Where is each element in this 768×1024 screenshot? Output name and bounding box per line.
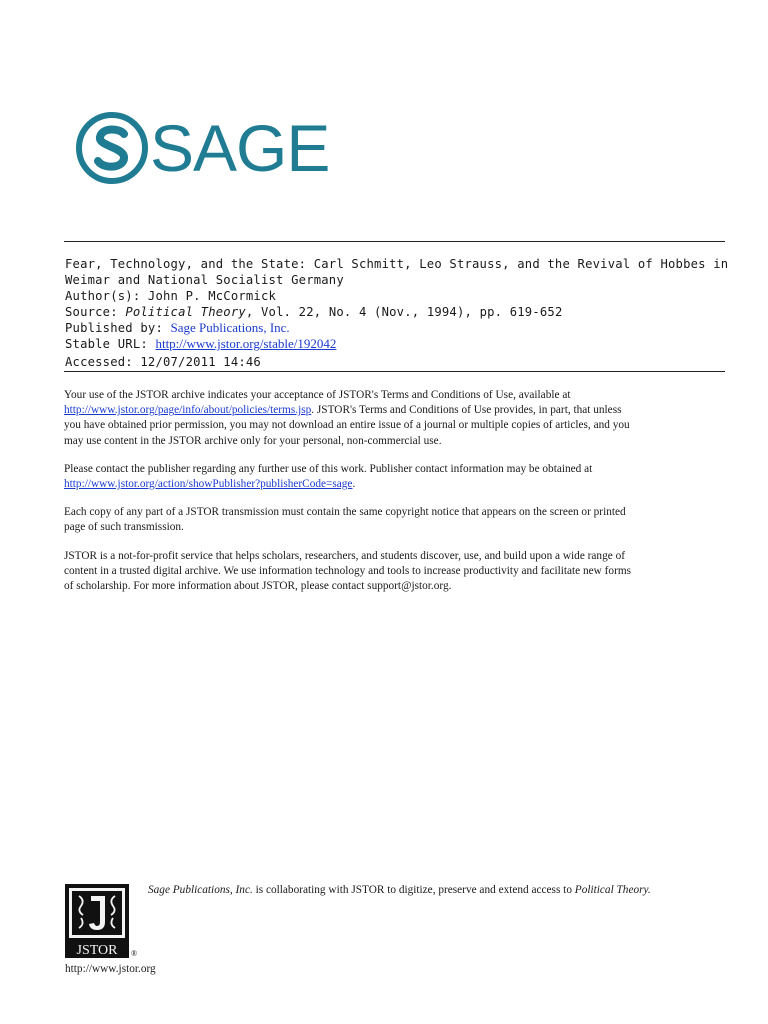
terms-paragraph: Your use of the JSTOR archive indicates your acceptance of JSTOR's Terms and Conditions of Use, available at http://www.jstor.org/page/info/about/policies/terms.jsp. JSTOR's Terms and Conditions of Use provides, in part, that unless you have obtained prior permission, you may not download an entire issue of a journal or multiple copies of articles, and you may use content in the JSTOR archive only for your personal, non-commercial use.: [64, 389, 630, 447]
bottom-divider: [64, 371, 725, 372]
source-line: Source: Political Theory, Vol. 22, No. 4 (Nov., 1994), pp. 619-652: [65, 305, 563, 319]
accessed-date: Accessed: 12/07/2011 14:46: [65, 355, 261, 369]
stable-url-line: Stable URL: http://www.jstor.org/stable/192042: [65, 336, 337, 351]
authors: Author(s): John P. McCormick: [65, 289, 277, 303]
publisher-contact-link[interactable]: http://www.jstor.org/action/showPublisher?publisherCode=sage: [64, 478, 353, 491]
source-journal: Political Theory: [125, 305, 246, 319]
article-title-line-1: Fear, Technology, and the State: Carl Schmitt, Leo Strauss, and the Revival of Hobbes in: [65, 257, 729, 271]
top-divider: [64, 241, 725, 242]
stable-url-link[interactable]: http://www.jstor.org/stable/192042: [155, 336, 337, 351]
sage-logo: [76, 110, 329, 186]
citation-block: [65, 256, 729, 370]
jstor-logo-text: JSTOR: [76, 943, 118, 958]
sage-wordmark: SAGE: [150, 111, 330, 185]
published-by-line: Published by: Sage Publications, Inc.: [65, 320, 290, 335]
jstor-logo-icon: [65, 884, 129, 958]
publisher-link[interactable]: Sage Publications, Inc.: [170, 320, 290, 335]
jstor-about-paragraph: JSTOR is a not-for-profit service that helps scholars, researchers, and students discover, use, and build upon a wide range of content in a trusted digital archive. We use information technology and tools to increase productivity and facilitate new forms of scholarship. For more information about JSTOR, please contact support@jstor.org.: [64, 549, 632, 593]
article-title-line-2: Weimar and National Socialist Germany: [65, 273, 344, 287]
publisher-contact-paragraph: Please contact the publisher regarding any further use of this work. Publisher contact information may be obtained at http://www.jstor.org/action/showPublisher?publisherCode=sage.: [64, 462, 593, 491]
sage-s-icon: [76, 112, 148, 184]
collaboration-note: Sage Publications, Inc. is collaborating with JSTOR to digitize, preserve and extend access to Political Theory.: [148, 884, 651, 896]
registered-mark: ®: [131, 949, 138, 958]
terms-link[interactable]: http://www.jstor.org/page/info/about/policies/terms.jsp: [64, 404, 312, 417]
terms-section: [64, 388, 726, 607]
jstor-url-link[interactable]: http://www.jstor.org: [65, 963, 156, 975]
copyright-paragraph: Each copy of any part of a JSTOR transmission must contain the same copyright notice that appears on the screen or printed page of such transmission.: [64, 506, 626, 534]
